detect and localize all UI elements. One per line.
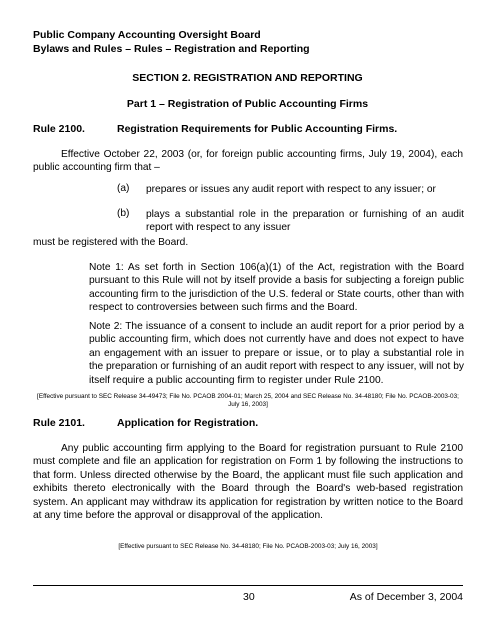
item-b-label: (b) bbox=[117, 208, 130, 219]
rule-2100-note-1: Note 1: As set forth in Section 106(a)(1) of the Act, registration with the Board pursuant to this Rule will not by itself provide a basis for subjecting a foreign public accounting firm to the jurisdiction of the U.S. federal or State courts, other than with respect to controversies between such firms and the Board. bbox=[89, 262, 464, 314]
rule-2100-number: Rule 2100. bbox=[33, 123, 85, 135]
rule-2100-effective-note: [Effective pursuant to SEC Release 34-49473; File No. PCAOB 2004-01; March 25, 2004 and SEC Release No. 34-48180; File No. PCAOB-2003-03; July 16, 2003] bbox=[37, 393, 459, 409]
page-number: 30 bbox=[243, 591, 255, 603]
header-line-1: Public Company Accounting Oversight Board bbox=[33, 29, 261, 41]
footer-date: As of December 3, 2004 bbox=[349, 591, 463, 603]
item-a-label: (a) bbox=[117, 183, 130, 194]
item-a-text: prepares or issues any audit report with respect to any issuer; or bbox=[146, 184, 436, 195]
rule-2101-title: Application for Registration. bbox=[117, 417, 259, 429]
rule-2100-intro: Effective October 22, 2003 (or, for foreign public accounting firms, July 19, 2004), each public accounting firm that – bbox=[33, 149, 463, 174]
section-title: SECTION 2. REGISTRATION AND REPORTING bbox=[132, 72, 363, 84]
rule-2100-closing: must be registered with the Board. bbox=[33, 237, 189, 248]
rule-2100-title: Registration Requirements for Public Accounting Firms. bbox=[117, 123, 398, 135]
rule-2100-heading bbox=[33, 123, 397, 135]
part-title: Part 1 – Registration of Public Accounting Firms bbox=[126, 98, 369, 110]
running-header bbox=[33, 28, 310, 56]
rule-2101-effective-note: [Effective pursuant to SEC Release No. 34-48180; File No. PCAOB-2003-03; July 16, 2003] bbox=[118, 543, 378, 550]
item-b-text: plays a substantial role in the preparation or furnishing of an audit report with respect to any issuer bbox=[146, 209, 464, 234]
header-line-2: Bylaws and Rules – Rules – Registration and Reporting bbox=[33, 43, 310, 55]
rule-2101-body: Any public accounting firm applying to the Board for registration pursuant to Rule 2100 must complete and file an application for registration on Form 1 by following the instructions to that form. Unless directed otherwise by the Board, the applicant must file such application and exhibits thereto electronically with the Board through the Board's web-based registration system. An applicant may withdraw its application for registration by written notice to the Board at any time before the approval or disapproval of the application. bbox=[33, 443, 463, 522]
rule-2101-number: Rule 2101. bbox=[33, 417, 85, 429]
footer-divider bbox=[33, 585, 463, 586]
rule-2101-heading bbox=[33, 417, 258, 429]
rule-2100-note-2: Note 2: The issuance of a consent to include an audit report for a prior period by a public accounting firm, which does not currently have and does not expect to have an engagement with an issuer to prepare or issue, or to play a substantial role in the preparation or furnishing of an audit report with respect to any issuer, will not by itself require a public accounting firm to register under Rule 2100. bbox=[89, 321, 464, 386]
